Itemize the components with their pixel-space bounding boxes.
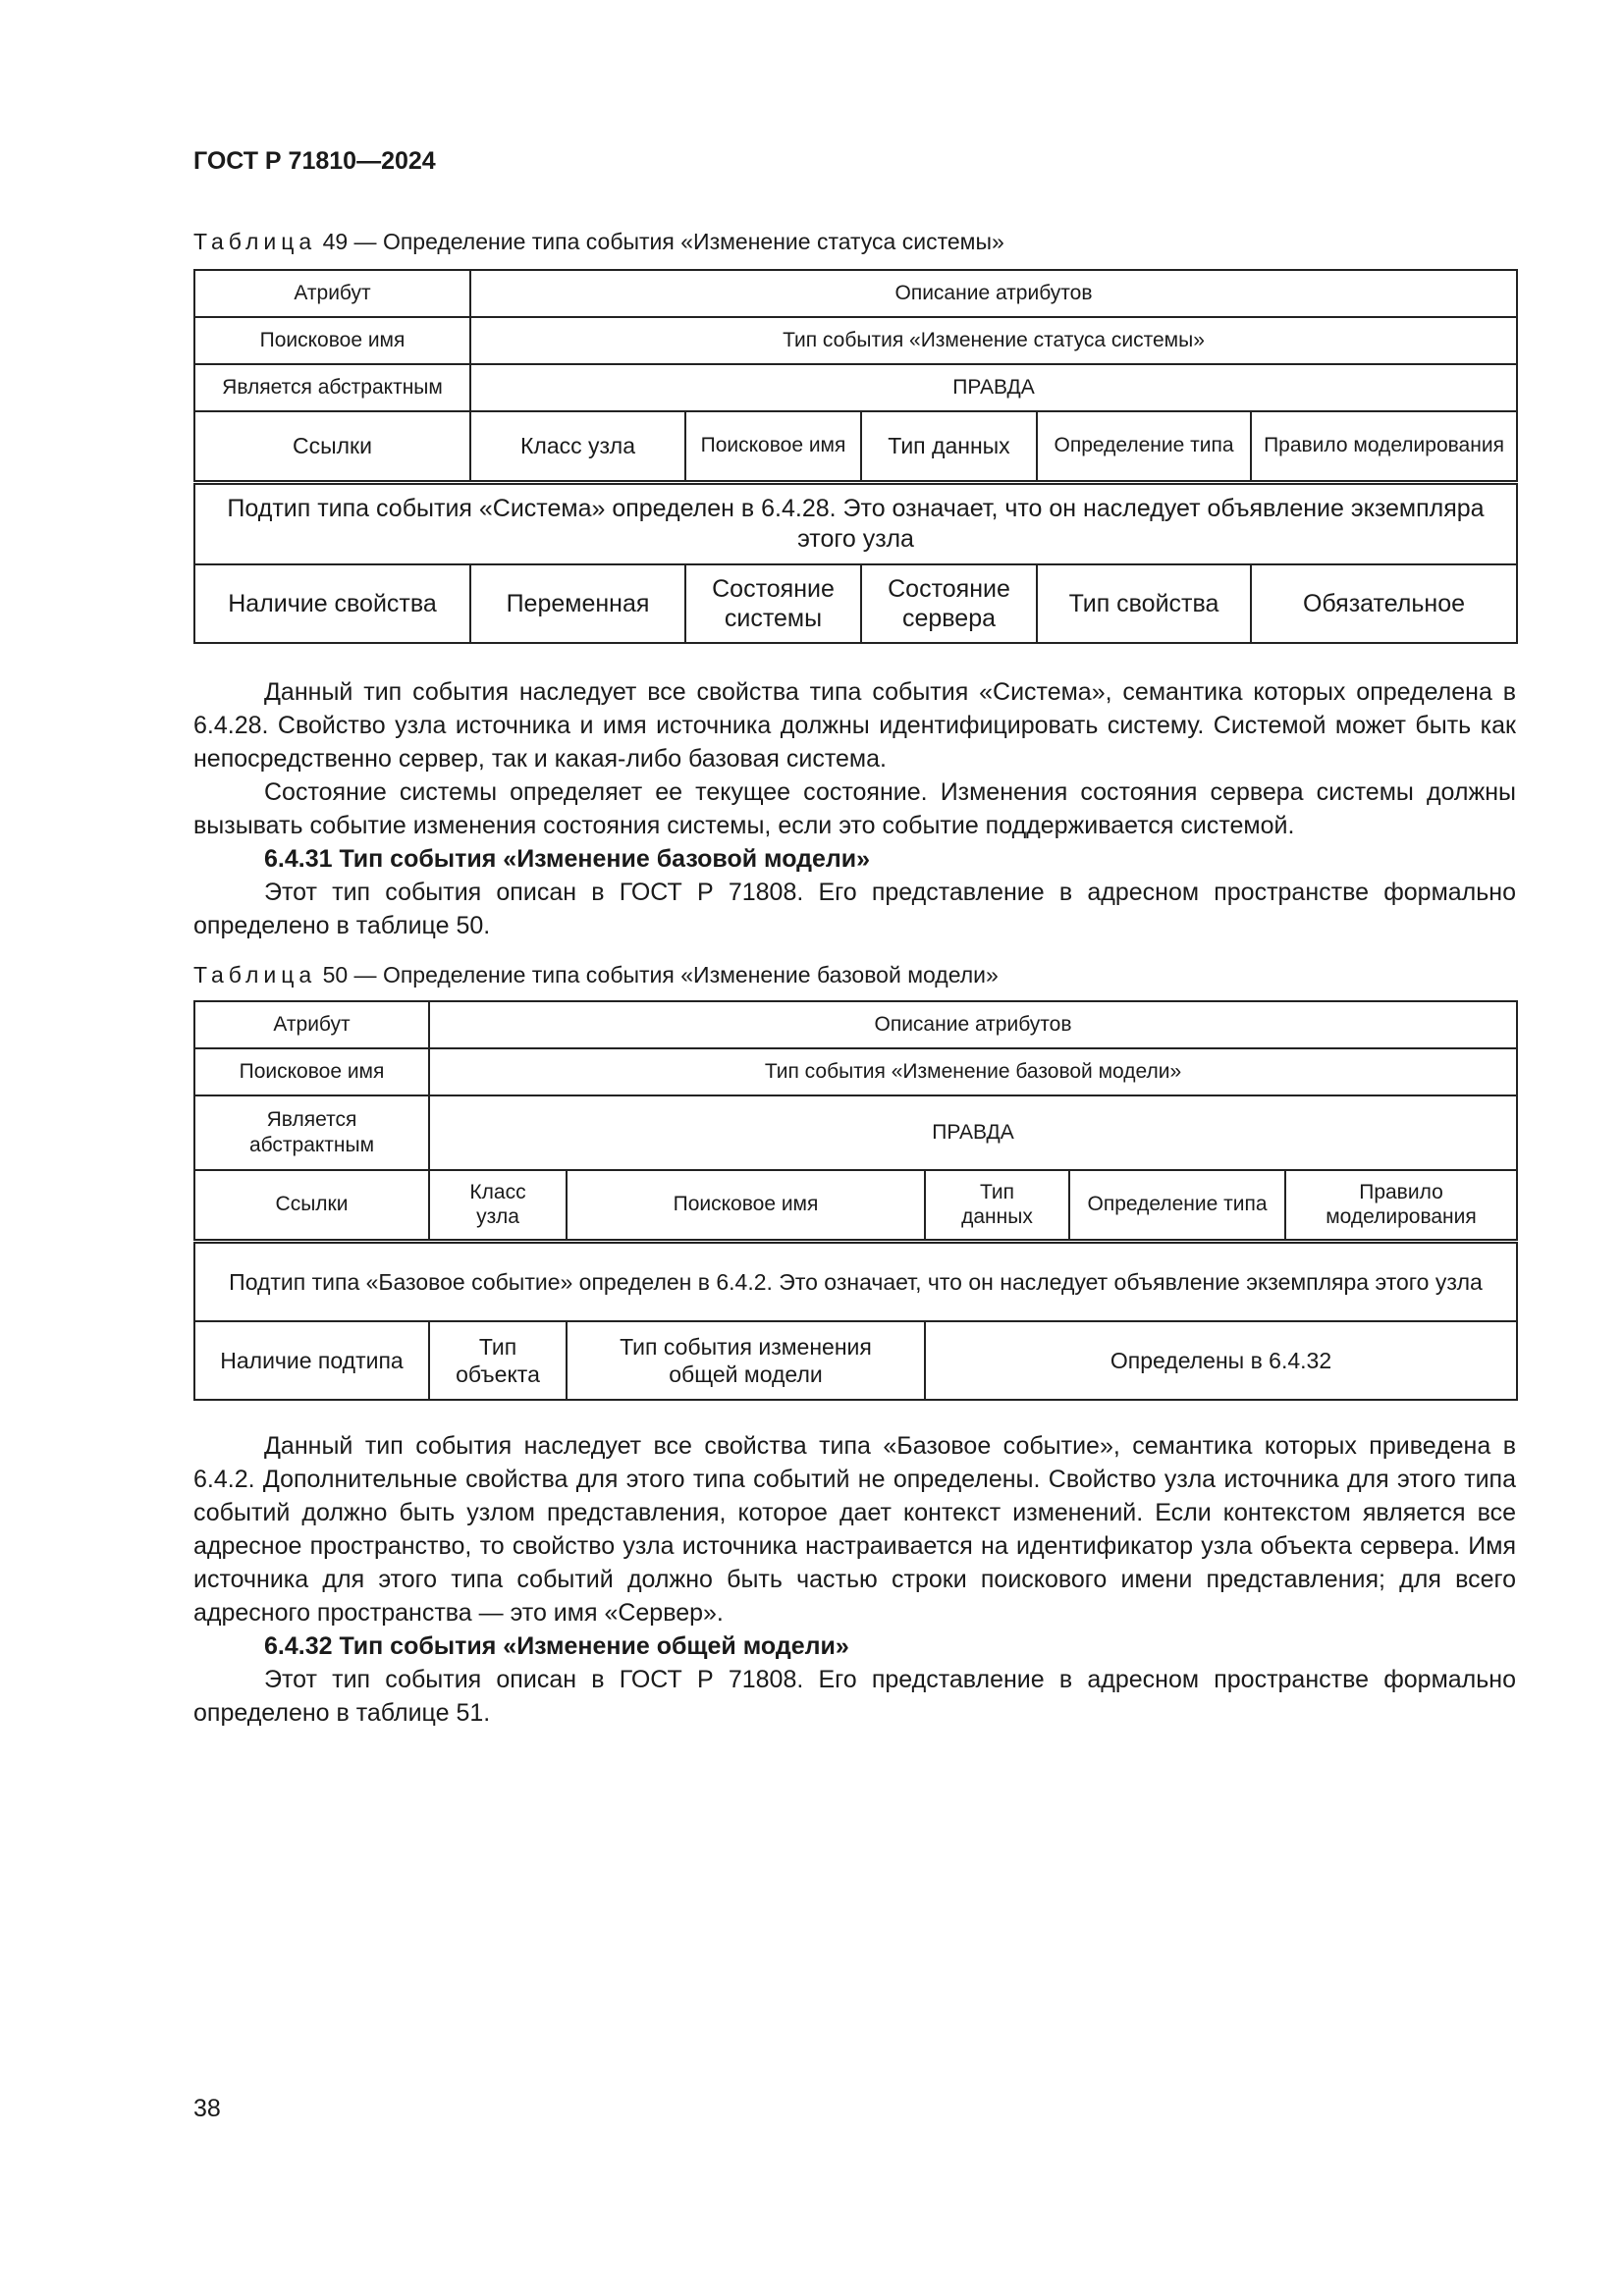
- table-50-abstract-value: ПРАВДА: [429, 1095, 1517, 1170]
- paragraph-3: [193, 876, 1516, 942]
- table-50-subtype-row: Подтип типа «Базовое событие» определен в 6.4.2. Это означает, что он наследует объявление экземпляра этого узла: [194, 1241, 1517, 1321]
- paragraph-2: [193, 775, 1516, 842]
- table-50-col-type-definition: Определение типа: [1069, 1170, 1285, 1241]
- document-header: ГОСТ Р 71810—2024: [193, 147, 436, 175]
- table-49-col-node-class: Класс узла: [470, 411, 685, 482]
- paragraph-4: [193, 1429, 1516, 1629]
- table-49-prop-browse-name: Состояние системы: [685, 564, 861, 643]
- table-49-col-browse-name: Поисковое имя: [685, 411, 861, 482]
- paragraph-5-text: Этот тип события описан в ГОСТ Р 71808. Его представление в адресном пространстве формально определено в таблице 51.: [193, 1666, 1516, 1727]
- section-6-4-32-heading: 6.4.32 Тип события «Изменение общей модели»: [264, 1632, 849, 1660]
- table-50-sub-reference: Наличие подтипа: [194, 1321, 429, 1400]
- table-49-prop-data-type: Состояние сервера: [861, 564, 1037, 643]
- paragraph-1-text: Данный тип события наследует все свойства типа события «Система», семантика которых определена в 6.4.28. Свойство узла источника и имя источника должны идентифицировать систему. Системой может быть как непосредственно сервер, так и какая-либо базовая система.: [193, 678, 1516, 773]
- section-6-4-31-heading: 6.4.31 Тип события «Изменение базовой модели»: [264, 845, 871, 873]
- table-49-header-description: Описание атрибутов: [470, 270, 1517, 317]
- table-49-col-data-type: Тип данных: [861, 411, 1037, 482]
- table-50-col-modelling-rule: Правило моделирования: [1285, 1170, 1517, 1241]
- table-49-browse-label: Поисковое имя: [194, 317, 470, 364]
- table-49-prop-modelling-rule: Обязательное: [1251, 564, 1517, 643]
- table-50-col-data-type: Тип данных: [925, 1170, 1069, 1241]
- table-49-caption-word: Таблица: [193, 229, 317, 254]
- table-50-header-attribute: Атрибут: [194, 1001, 429, 1048]
- table-49-header-attribute: Атрибут: [194, 270, 470, 317]
- paragraph-3-text: Этот тип события описан в ГОСТ Р 71808. Его представление в адресном пространстве формально определено в таблице 50.: [193, 879, 1516, 939]
- table-49-refs-label: Ссылки: [194, 411, 470, 482]
- paragraph-1: [193, 675, 1516, 775]
- table-50-browse-label: Поисковое имя: [194, 1048, 429, 1095]
- page-number: 38: [193, 2095, 221, 2122]
- table-50-sub-defined-in: Определены в 6.4.32: [925, 1321, 1517, 1400]
- paragraph-5: [193, 1663, 1516, 1730]
- table-50-refs-label: Ссылки: [194, 1170, 429, 1241]
- table-50-col-browse-name: Поисковое имя: [567, 1170, 925, 1241]
- table-49-caption-text: 49 — Определение типа события «Изменение статуса системы»: [316, 229, 1004, 254]
- table-50-header-description: Описание атрибутов: [429, 1001, 1517, 1048]
- table-49-browse-value: Тип события «Изменение статуса системы»: [470, 317, 1517, 364]
- table-50-caption-word: Таблица: [193, 962, 317, 988]
- table-50-abstract-label: Является абстрактным: [194, 1095, 429, 1170]
- table-49-col-type-definition: Определение типа: [1037, 411, 1251, 482]
- paragraph-4-text: Данный тип события наследует все свойства типа «Базовое событие», семантика которых приведена в 6.4.2. Дополнительные свойства для этого типа событий не определены. Свойство узла источника для этого типа событий должно быть узлом представления, которое дает контекст изменений. Если контекстом является все адресное пространство, то свойство узла источника настраивается на идентификатор узла объекта сервера. Имя источника для этого типа событий должно быть частью строки поискового имени представления; для всего адресного пространства — это имя «Сервер».: [193, 1432, 1516, 1627]
- table-49-abstract-label: Является абстрактным: [194, 364, 470, 411]
- table-49: [193, 269, 1518, 644]
- table-50-sub-browse-name: Тип события изменения общей модели: [567, 1321, 925, 1400]
- paragraph-2-text: Состояние системы определяет ее текущее состояние. Изменения состояния сервера системы должны вызывать событие изменения состояния системы, если это событие поддерживается системой.: [193, 778, 1516, 839]
- table-49-col-modelling-rule: Правило моделирования: [1251, 411, 1517, 482]
- table-50-browse-value: Тип события «Изменение базовой модели»: [429, 1048, 1517, 1095]
- table-49-abstract-value: ПРАВДА: [470, 364, 1517, 411]
- table-50-col-node-class: Класс узла: [429, 1170, 567, 1241]
- table-49-caption: [193, 229, 1004, 255]
- table-49-subtype-row: Подтип типа события «Система» определен в 6.4.28. Это означает, что он наследует объявление экземпляра этого узла: [194, 482, 1517, 564]
- table-50-caption-text: 50 — Определение типа события «Изменение базовой модели»: [316, 962, 999, 988]
- table-49-prop-reference: Наличие свойства: [194, 564, 470, 643]
- table-50-caption: [193, 962, 999, 988]
- table-50: [193, 1000, 1518, 1401]
- table-49-prop-node-class: Переменная: [470, 564, 685, 643]
- table-50-sub-node-class: Тип объекта: [429, 1321, 567, 1400]
- table-49-prop-type-definition: Тип свойства: [1037, 564, 1251, 643]
